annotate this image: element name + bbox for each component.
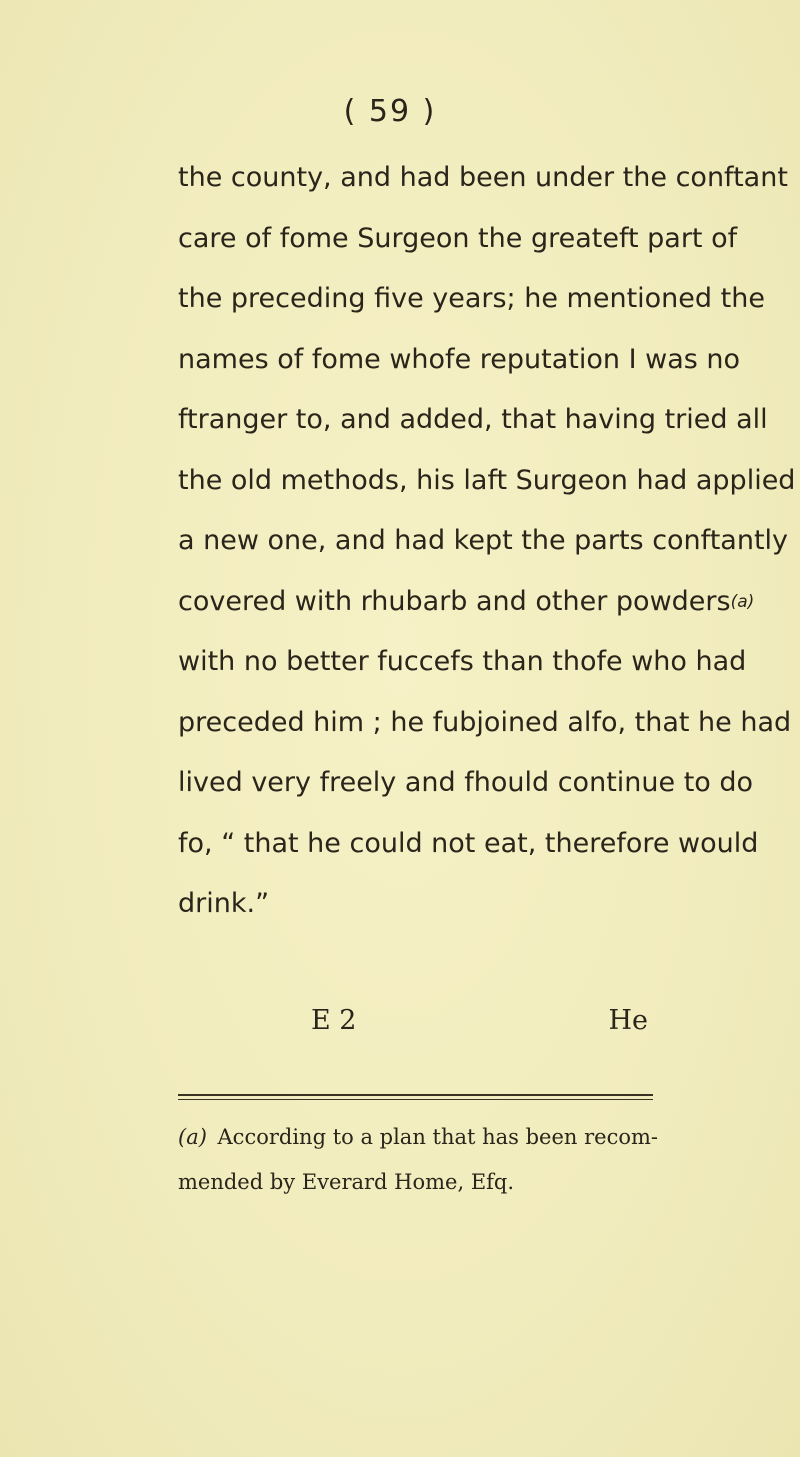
line-text: preceded him ; he fubjoined alfo, that he had <box>178 706 792 738</box>
catchword: He <box>608 1005 648 1036</box>
text-line <box>178 703 792 764</box>
line-text: the old methods, his laft Surgeon had applied <box>178 464 796 496</box>
text-line <box>178 884 656 945</box>
text-line <box>178 824 759 885</box>
signature-row <box>178 1005 656 1045</box>
footnote-reference: (a) <box>730 591 755 612</box>
footnote-divider <box>178 1094 653 1096</box>
text-line <box>178 400 768 461</box>
line-text: with no better fuccefs than thofe who had <box>178 646 747 677</box>
text-line <box>178 461 796 522</box>
line-text: covered with rhubarb and other powders <box>178 585 731 617</box>
footnote-text: According to a plan that has been recom- <box>217 1125 658 1149</box>
page-number: ( 59 ) <box>343 94 437 129</box>
line-text: names of fome whofe reputation I was no <box>178 343 741 375</box>
line-text: ftranger to, and added, that having tried all <box>178 404 768 435</box>
text-line <box>178 642 747 703</box>
text-line <box>178 521 789 582</box>
text-line <box>178 158 788 219</box>
footnote <box>178 1122 658 1212</box>
footnote-divider-secondary <box>178 1099 653 1100</box>
footnote-text: mended by Everard Home, Efq. <box>178 1170 515 1194</box>
text-line <box>178 763 754 824</box>
footnote-line <box>178 1167 658 1212</box>
line-text: fo, “ that he could not eat, therefore would <box>178 827 759 859</box>
footnote-marker: (a) <box>178 1125 207 1149</box>
body-text <box>178 158 796 945</box>
line-text: a new one, and had kept the parts conftantly <box>178 525 789 556</box>
footnote-line <box>178 1122 658 1167</box>
line-text: the county, and had been under the conftant <box>178 162 788 193</box>
line-text: lived very freely and fhould continue to do <box>178 767 754 798</box>
signature-mark: E 2 <box>311 1005 357 1036</box>
line-text: drink.” <box>178 888 270 919</box>
text-line <box>178 219 738 280</box>
text-line <box>178 279 765 340</box>
text-line <box>178 582 755 643</box>
text-line <box>178 340 741 401</box>
line-text: care of fome Surgeon the greateft part of <box>178 222 738 254</box>
line-text: the preceding five years; he mentioned the <box>178 283 765 314</box>
